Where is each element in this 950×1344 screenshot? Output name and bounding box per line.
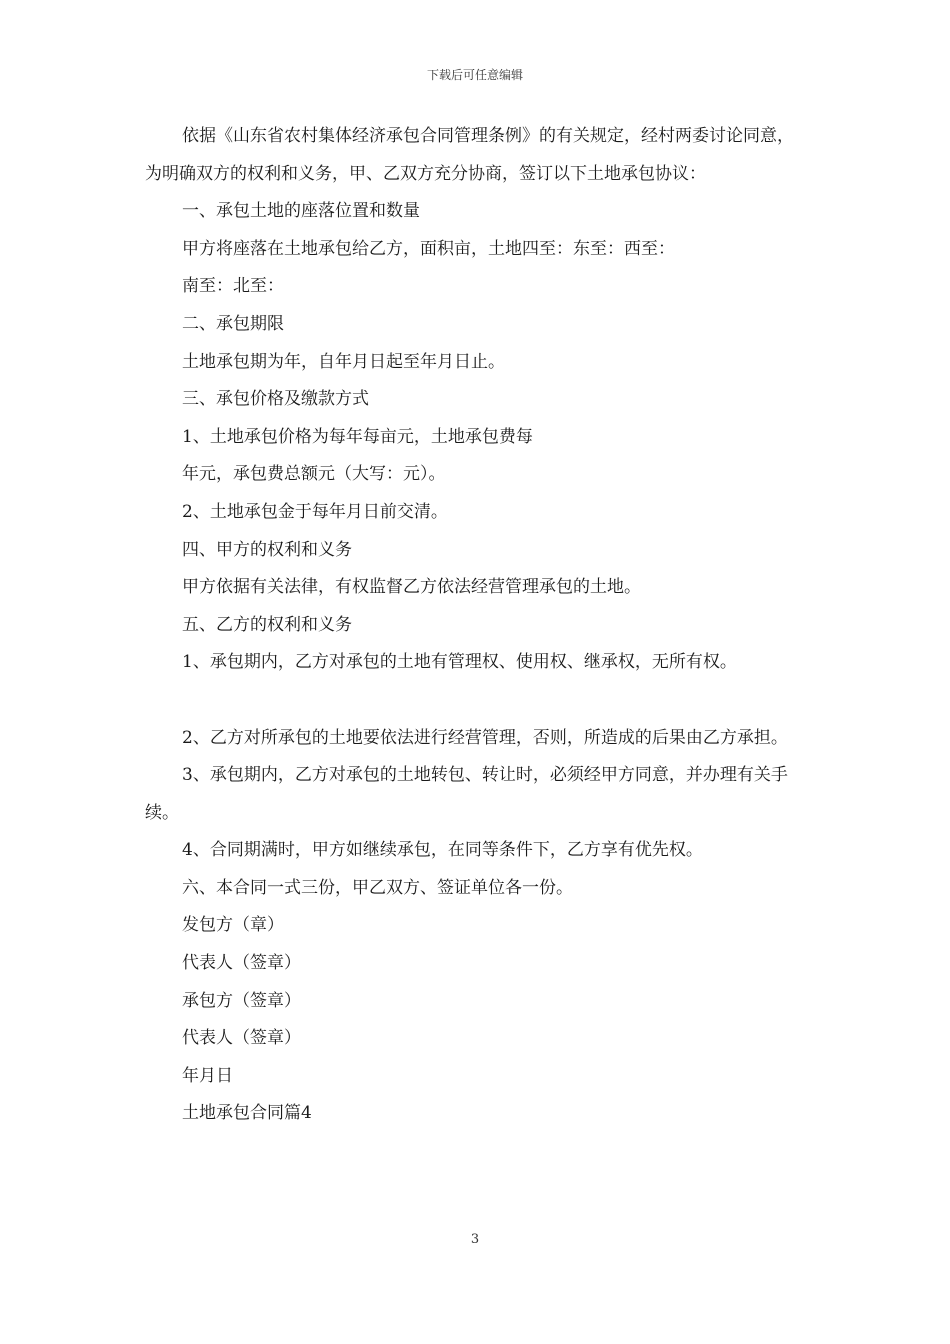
section-3-line-1: 1、土地承包价格为每年每亩元，土地承包费每 [182, 426, 533, 447]
section-1-line-1: 甲方将座落在土地承包给乙方，面积亩，土地四至：东至：西至： [182, 238, 675, 259]
signature-contractor: 承包方（签章） [182, 990, 301, 1011]
section-6-heading: 六、本合同一式三份，甲乙双方、签证单位各一份。 [182, 877, 573, 898]
section-2-heading: 二、承包期限 [182, 313, 284, 334]
signature-date: 年月日 [182, 1065, 233, 1086]
section-5-item-3: 3、承包期内，乙方对承包的土地转包、转让时，必须经甲方同意，并办理有关手续。 [145, 765, 788, 823]
section-1-heading: 一、承包土地的座落位置和数量 [182, 201, 420, 222]
section-4-line-1: 甲方依据有关法律，有权监督乙方依法经营管理承包的土地。 [182, 577, 641, 598]
section-4-heading: 四、甲方的权利和义务 [182, 539, 352, 560]
next-contract-title: 土地承包合同篇4 [182, 1103, 312, 1124]
signature-issuer-representative: 代表人（签章） [182, 953, 301, 974]
signature-issuer: 发包方（章） [182, 915, 284, 936]
section-5-heading: 五、乙方的权利和义务 [182, 614, 352, 635]
section-5-item-2: 2、乙方对所承包的土地要依法进行经营管理，否则，所造成的后果由乙方承担。 [182, 727, 788, 748]
section-3-line-3: 2、土地承包金于每年月日前交清。 [182, 501, 448, 522]
intro-paragraph: 依据《山东省农村集体经济承包合同管理条例》的有关规定，经村两委讨论同意，为明确双方的权利和义务，甲、乙双方充分协商，签订以下土地承包协议： [145, 126, 794, 184]
section-5-item-4: 4、合同期满时，甲方如继续承包，在同等条件下，乙方享有优先权。 [182, 840, 703, 861]
section-5-item-1: 1、承包期内，乙方对承包的土地有管理权、使用权、继承权，无所有权。 [182, 652, 737, 673]
page-number: 3 [470, 1232, 480, 1247]
section-3-line-2: 年元，承包费总额元（大写：元）。 [182, 464, 446, 485]
signature-contractor-representative: 代表人（签章） [182, 1028, 301, 1049]
document-body [145, 118, 809, 1133]
section-3-heading: 三、承包价格及缴款方式 [182, 389, 369, 410]
page-header-note: 下载后可任意编辑 [426, 68, 523, 82]
section-2-line-1: 土地承包期为年，自年月日起至年月日止。 [182, 351, 505, 372]
section-1-line-2: 南至：北至： [182, 276, 284, 297]
